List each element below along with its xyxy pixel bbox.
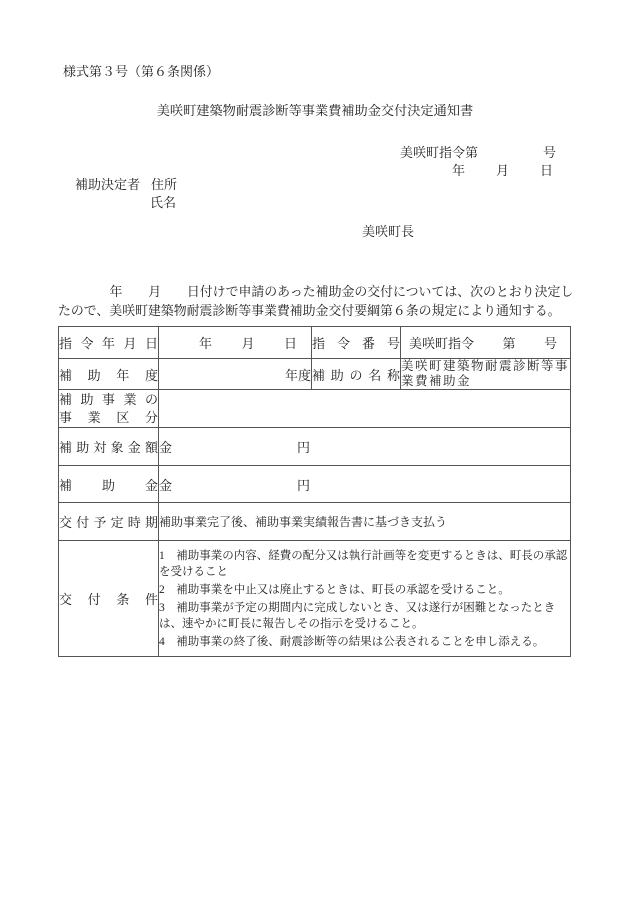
document-title: 美咲町建築物耐震診断等事業費補助金交付決定通知書	[156, 103, 474, 118]
directive-number-line	[400, 142, 556, 161]
recipient-role-label: 補助決定者	[75, 177, 141, 192]
directive-number-value-prefix: 美咲町指令	[409, 336, 475, 351]
issue-date-year: 年	[452, 163, 466, 178]
row-project-category	[59, 390, 571, 428]
subsidy-amount-currency-prefix: 金	[159, 477, 173, 493]
condition-item-3: 3 補助事業が予定の期間内に完成しないとき、又は遂行が困難となったときは、速やかに町長に報告しその指示を受けること。	[159, 601, 556, 630]
conditions-label: 交付条件	[59, 541, 159, 657]
row-subsidy-amount	[59, 466, 571, 503]
details-table	[58, 326, 571, 657]
condition-item-1: 1 補助事業の内容、経費の配分又は執行計画等を変更するときは、町長の承認を受けること	[159, 549, 568, 578]
form-number: 様式第３号（第６条関係）	[63, 64, 220, 79]
directive-number-value-cell	[401, 327, 571, 359]
directive-date-value	[159, 333, 311, 352]
subsidy-year-label: 補助年度	[59, 359, 159, 390]
directive-number-label: 指令番号	[312, 327, 401, 359]
row-payment-schedule	[59, 503, 571, 541]
recipient-block	[75, 176, 177, 211]
row-directive-date	[59, 327, 571, 359]
body-paragraph-line1: 年 月 日付けで申請のあった補助金の交付については、次のとおり決定し	[58, 285, 574, 299]
directive-number-value	[401, 333, 570, 352]
recipient-name-label: 氏名	[150, 194, 177, 210]
subsidy-target-amount-currency-prefix: 金	[159, 440, 173, 455]
subsidy-amount-value	[159, 466, 571, 503]
row-subsidy-year	[59, 359, 571, 390]
issue-date-line	[452, 160, 553, 179]
subsidy-name-value: 美咲町建築物耐震診断等事業費補助金	[401, 359, 570, 388]
subsidy-name-label: 補助の名称	[312, 359, 401, 390]
subsidy-target-amount-value	[159, 428, 571, 466]
row-subsidy-target-amount	[59, 428, 571, 466]
condition-item-4: 4 補助事業の終了後、耐震診断等の結果は公表されることを申し添える。	[159, 635, 545, 648]
project-category-label-line2: 事業区分	[59, 409, 158, 425]
payment-schedule-value: 補助事業完了後、補助事業実績報告書に基づき支払う	[159, 503, 571, 541]
condition-item-2: 2 補助事業を中止又は廃止するときは、町長の承認を受けること。	[159, 583, 510, 596]
directive-date-year: 年	[199, 336, 213, 351]
recipient-address-label: 住所	[151, 177, 178, 192]
issue-date-day: 日	[539, 163, 553, 178]
row-conditions	[59, 541, 571, 657]
project-category-label	[59, 390, 159, 428]
body-paragraph	[58, 283, 578, 321]
conditions-value	[159, 541, 571, 657]
project-category-value	[159, 390, 571, 428]
recipient-role-line	[75, 176, 177, 194]
directive-number-value-suffix: 号	[543, 336, 557, 351]
subsidy-amount-currency-suffix: 円	[297, 477, 311, 493]
mayor-name: 美咲町長	[362, 224, 415, 239]
directive-date-value-cell	[159, 327, 312, 359]
directive-date-month: 月	[241, 336, 255, 351]
subsidy-target-amount-label: 補助対象金額	[59, 428, 159, 466]
directive-number-prefix: 美咲町指令第	[400, 145, 479, 160]
directive-number-suffix: 号	[542, 145, 556, 160]
subsidy-target-amount-currency-suffix: 円	[297, 440, 311, 455]
directive-date-day: 日	[283, 336, 297, 351]
payment-schedule-label: 交付予定時期	[59, 503, 159, 541]
subsidy-amount-label: 補助金	[59, 466, 159, 503]
directive-date-label: 指令年月日	[59, 327, 159, 359]
issue-date-month: 月	[495, 163, 509, 178]
body-paragraph-line2: たので、美咲町建築物耐震診断等事業費補助金交付要綱第６条の規定により通知する。	[58, 304, 561, 318]
subsidy-year-value: 年度	[159, 359, 312, 390]
directive-number-value-mid: 第	[502, 336, 516, 351]
project-category-label-line1: 補助事業の	[59, 391, 158, 407]
